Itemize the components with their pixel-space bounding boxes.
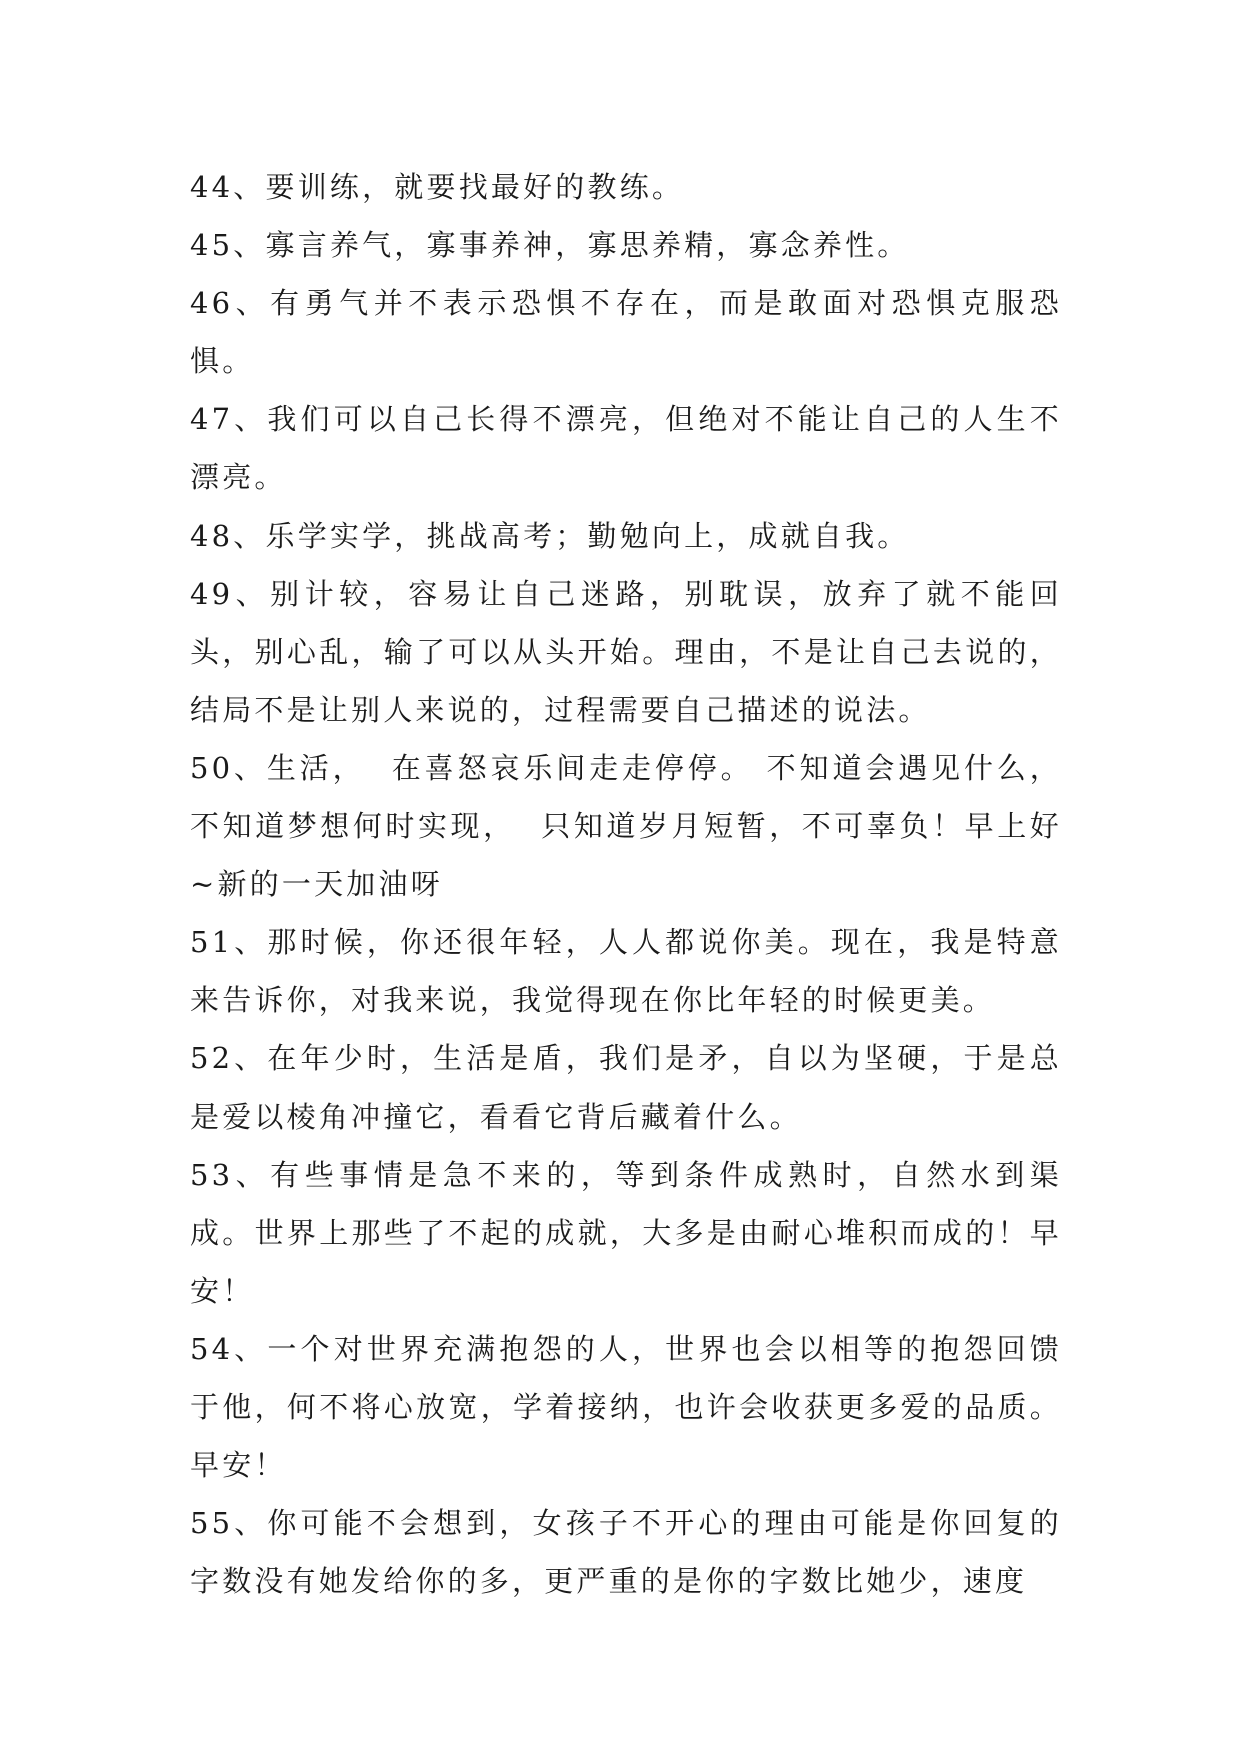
list-item: 52、在年少时，生活是盾，我们是矛，自以为坚硬，于是总是爱以棱角冲撞它，看看它背后藏着什么。 [190, 1041, 1062, 1134]
list-item: 47、我们可以自己长得不漂亮，但绝对不能让自己的人生不漂亮。 [190, 402, 1062, 495]
list-item: 54、一个对世界充满抱怨的人，世界也会以相等的抱怨回馈于他，何不将心放宽，学着接纳，也许会收获更多爱的品质。早安！ [190, 1331, 1062, 1483]
list-item: 45、寡言养气，寡事养神，寡思养精，寡念养性。 [190, 228, 910, 263]
list-item: 53、有些事情是急不来的，等到条件成熟时，自然水到渠成。世界上那些了不起的成就，大多是由耐心堆积而成的！早安！ [190, 1157, 1062, 1308]
list-item: 44、要训练，就要找最好的教练。 [190, 170, 685, 204]
list-item: 48、乐学实学，挑战高考；勤勉向上，成就自我。 [190, 518, 910, 553]
list-item: 55、你可能不会想到，女孩子不开心的理由可能是你回复的字数没有她发给你的多，更严重的是你的字数比她少，速度 [190, 1506, 1062, 1599]
document-body [190, 158, 1062, 1610]
list-item: 46、有勇气并不表示恐惧不存在，而是敢面对恐惧克服恐惧。 [190, 286, 1062, 379]
list-item: 49、别计较，容易让自己迷路，别耽误，放弃了就不能回头，别心乱，输了可以从头开始。理由，不是让自己去说的，结局不是让别人来说的，过程需要自己描述的说法。 [190, 576, 1062, 727]
list-item: 50、生活， 在喜怒哀乐间走走停停。 不知道会遇见什么，不知道梦想何时实现， 只知道岁月短暂，不可辜负！早上好~新的一天加油呀 [190, 750, 1062, 902]
list-item: 51、那时候，你还很年轻，人人都说你美。现在，我是特意来告诉你，对我来说，我觉得现在你比年轻的时候更美。 [190, 925, 1062, 1018]
